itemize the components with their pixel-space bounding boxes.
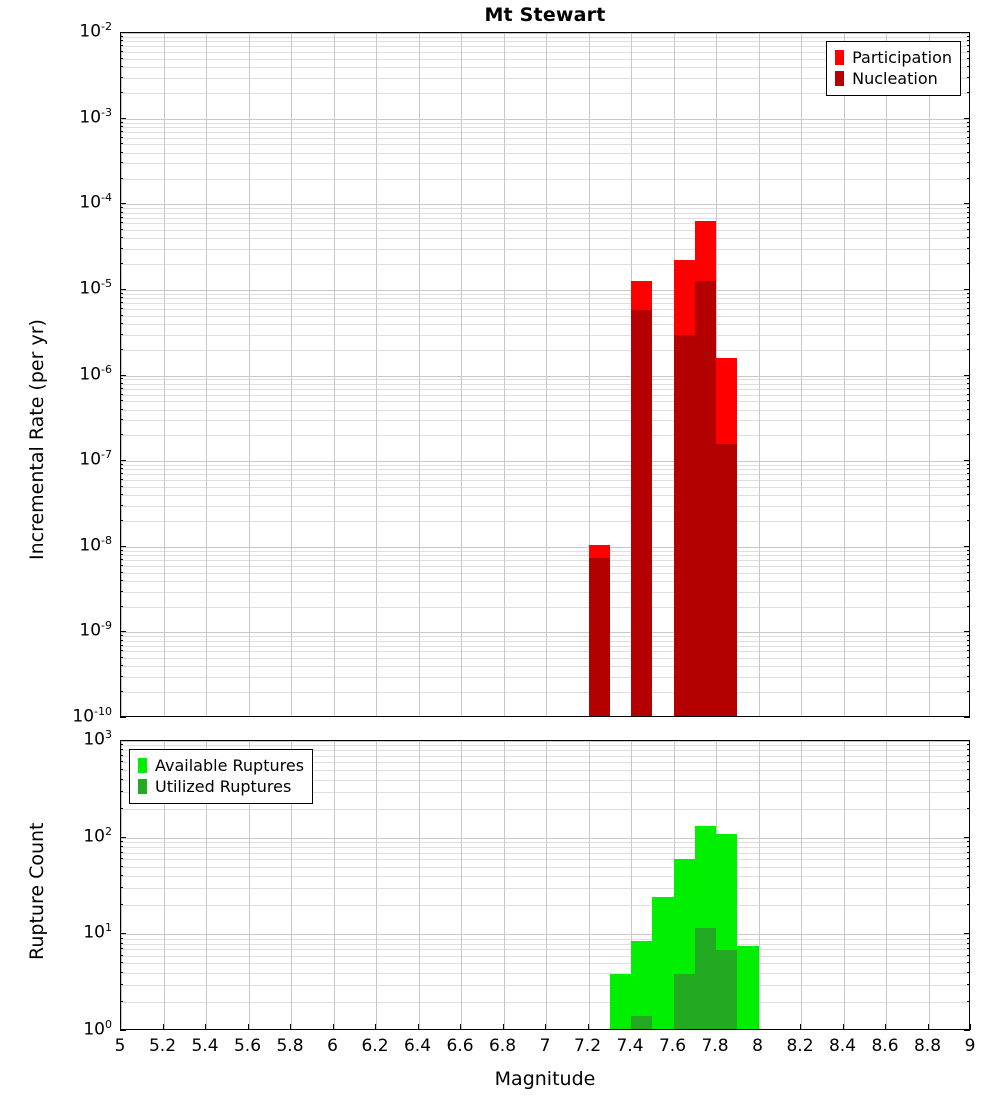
y-top-minor-tick <box>967 45 970 46</box>
y-top-minor-tick <box>967 212 970 213</box>
y-top-minor-tick <box>120 237 123 238</box>
y-top-minor-tick <box>967 58 970 59</box>
y-top-minor-tick <box>967 580 970 581</box>
y-bottom-minor-tick <box>967 943 970 944</box>
y-top-tick <box>120 289 126 290</box>
y-bottom-minor-tick <box>120 852 123 853</box>
y-top-tick <box>964 289 970 290</box>
participation-swatch-icon <box>835 50 844 65</box>
y-top-minor-tick <box>120 263 123 264</box>
y-top-minor-tick <box>967 217 970 218</box>
y-top-minor-tick <box>967 302 970 303</box>
y-top-minor-tick <box>967 293 970 294</box>
y-top-minor-tick <box>967 434 970 435</box>
legend-label: Utilized Ruptures <box>155 777 292 796</box>
x-tick-label: 5.8 <box>276 1036 304 1056</box>
x-tick <box>375 1024 376 1030</box>
x-tick-label: 6.2 <box>361 1036 389 1056</box>
x-tick <box>885 1024 886 1030</box>
y-top-minor-tick <box>120 572 123 573</box>
y-bottom-minor-tick <box>120 938 123 939</box>
y-top-tick-label: $10^{-8}$ <box>79 533 112 556</box>
y-bottom-minor-tick <box>120 749 123 750</box>
y-top-minor-tick <box>120 554 123 555</box>
y-top-minor-tick <box>967 464 970 465</box>
y-top-minor-tick <box>120 143 123 144</box>
y-top-minor-tick <box>120 635 123 636</box>
bar-nucleation <box>589 558 610 716</box>
y-bottom-minor-tick <box>967 791 970 792</box>
y-top-minor-tick <box>120 479 123 480</box>
legend-item-nucleation <box>835 68 952 89</box>
y-top-minor-tick <box>967 657 970 658</box>
x-tick <box>460 1024 461 1030</box>
y-top-tick-label: $10^{-2}$ <box>79 20 112 42</box>
y-top-tick-label: $10^{-5}$ <box>79 276 112 299</box>
y-top-minor-tick <box>967 383 970 384</box>
y-top-minor-tick <box>967 591 970 592</box>
y-top-minor-tick <box>120 409 123 410</box>
y-bottom-minor-tick <box>120 948 123 949</box>
y-top-tick <box>120 631 126 632</box>
y-bottom-minor-tick <box>120 744 123 745</box>
x-tick <box>163 1024 164 1030</box>
y-top-tick <box>120 203 126 204</box>
y-top-tick <box>964 546 970 547</box>
y-bottom-minor-tick <box>967 938 970 939</box>
y-top-minor-tick <box>120 550 123 551</box>
y-top-minor-tick <box>120 58 123 59</box>
incremental-rate-plot <box>120 32 970 717</box>
y-top-minor-tick <box>120 676 123 677</box>
y-top-minor-tick <box>967 323 970 324</box>
y-top-minor-tick <box>967 554 970 555</box>
y-top-minor-tick <box>967 152 970 153</box>
y-bottom-tick-label: $10^1$ <box>83 921 112 943</box>
y-top-minor-tick <box>967 486 970 487</box>
y-bottom-minor-tick <box>967 858 970 859</box>
x-tick-label: 5.6 <box>233 1036 262 1056</box>
x-tick <box>248 1024 249 1030</box>
y-top-minor-tick <box>120 394 123 395</box>
y-bottom-minor-tick <box>967 972 970 973</box>
y-top-minor-tick <box>967 297 970 298</box>
x-tick <box>418 1024 419 1030</box>
y-bottom-minor-tick <box>967 749 970 750</box>
y-top-tick-label: $10^{-7}$ <box>79 448 112 470</box>
y-top-minor-tick <box>967 665 970 666</box>
y-top-tick <box>964 375 970 376</box>
y-top-minor-tick <box>967 550 970 551</box>
y-top-minor-tick <box>967 137 970 138</box>
y-top-minor-tick <box>967 494 970 495</box>
y-top-minor-tick <box>967 468 970 469</box>
y-top-minor-tick <box>967 388 970 389</box>
y-top-minor-tick <box>120 665 123 666</box>
y-top-minor-tick <box>967 248 970 249</box>
x-tick-label: 7.2 <box>573 1036 602 1056</box>
x-tick <box>205 1024 206 1030</box>
y-bottom-tick <box>120 1030 126 1031</box>
legend-bottom <box>129 749 313 804</box>
y-top-tick <box>120 375 126 376</box>
x-tick <box>333 1024 334 1030</box>
y-bottom-minor-tick <box>967 808 970 809</box>
y-top-tick <box>120 546 126 547</box>
x-tick-label: 5 <box>114 1036 126 1056</box>
y-bottom-minor-tick <box>120 904 123 905</box>
y-top-tick <box>964 460 970 461</box>
y-top-minor-tick <box>967 315 970 316</box>
y-top-tick <box>964 32 970 33</box>
y-top-tick-label: $10^{-10}$ <box>72 705 112 727</box>
y-bottom-minor-tick <box>120 761 123 762</box>
y-top-minor-tick <box>120 383 123 384</box>
y-top-minor-tick <box>967 473 970 474</box>
y-top-minor-tick <box>967 400 970 401</box>
y-top-minor-tick <box>120 334 123 335</box>
y-top-minor-tick <box>120 520 123 521</box>
y-bottom-minor-tick <box>967 984 970 985</box>
y-bottom-tick <box>964 837 970 838</box>
y-top-minor-tick <box>120 657 123 658</box>
y-top-minor-tick <box>967 691 970 692</box>
y-top-minor-tick <box>967 645 970 646</box>
y-bottom-minor-tick <box>967 875 970 876</box>
y-bottom-minor-tick <box>967 761 970 762</box>
y-top-minor-tick <box>120 217 123 218</box>
x-tick-label: 5.4 <box>191 1036 219 1056</box>
y-top-minor-tick <box>120 650 123 651</box>
bar-available-ruptures <box>652 897 673 1029</box>
y-top-minor-tick <box>967 40 970 41</box>
y-top-minor-tick <box>967 606 970 607</box>
y-top-minor-tick <box>967 394 970 395</box>
y-top-tick <box>120 32 126 33</box>
y-bottom-tick <box>964 740 970 741</box>
y-top-minor-tick <box>120 505 123 506</box>
x-tick-label: 8.4 <box>828 1036 857 1056</box>
x-tick-label: 8 <box>752 1036 763 1056</box>
y-top-minor-tick <box>967 229 970 230</box>
y-bottom-minor-tick <box>967 779 970 780</box>
y-top-minor-tick <box>967 650 970 651</box>
y-top-tick <box>964 203 970 204</box>
x-tick <box>503 1024 504 1030</box>
y-top-minor-tick <box>120 212 123 213</box>
y-top-minor-tick <box>120 473 123 474</box>
y-top-minor-tick <box>967 572 970 573</box>
y-top-minor-tick <box>120 308 123 309</box>
x-tick <box>970 1024 971 1030</box>
y-bottom-minor-tick <box>120 955 123 956</box>
y-bottom-minor-tick <box>967 962 970 963</box>
y-bottom-minor-tick <box>967 904 970 905</box>
x-tick <box>928 1024 929 1030</box>
y-top-minor-tick <box>120 468 123 469</box>
y-bottom-minor-tick <box>967 955 970 956</box>
y-bottom-minor-tick <box>967 948 970 949</box>
y-top-minor-tick <box>120 293 123 294</box>
y-top-tick <box>964 631 970 632</box>
x-tick-label: 8.6 <box>871 1036 899 1056</box>
y-bottom-minor-tick <box>120 779 123 780</box>
y-bottom-tick-label: $10^2$ <box>83 824 112 847</box>
available-ruptures-swatch-icon <box>138 758 147 773</box>
x-tick <box>120 1024 121 1030</box>
y-bottom-minor-tick <box>967 755 970 756</box>
y-top-minor-tick <box>120 248 123 249</box>
y-top-minor-tick <box>120 580 123 581</box>
y-bottom-minor-tick <box>120 791 123 792</box>
y-top-tick-label: $10^{-4}$ <box>79 191 112 213</box>
legend-label: Available Ruptures <box>155 756 305 775</box>
y-top-minor-tick <box>120 229 123 230</box>
y-top-minor-tick <box>120 400 123 401</box>
y-top-minor-tick <box>120 302 123 303</box>
y-bottom-minor-tick <box>120 846 123 847</box>
y-bottom-tick <box>120 837 126 838</box>
y-top-minor-tick <box>967 409 970 410</box>
y-top-minor-tick <box>120 51 123 52</box>
y-bottom-minor-tick <box>120 887 123 888</box>
y-top-minor-tick <box>120 162 123 163</box>
y-top-minor-tick <box>967 77 970 78</box>
y-axis-label-top: Incremental Rate (per yr) <box>26 319 48 560</box>
y-top-minor-tick <box>967 222 970 223</box>
legend-item-utilized-ruptures <box>138 776 304 797</box>
x-tick-label: 6.4 <box>403 1036 432 1056</box>
y-top-minor-tick <box>120 92 123 93</box>
y-top-minor-tick <box>120 137 123 138</box>
y-bottom-minor-tick <box>967 866 970 867</box>
y-top-minor-tick <box>120 152 123 153</box>
y-top-tick <box>120 118 126 119</box>
y-top-minor-tick <box>967 66 970 67</box>
y-top-minor-tick <box>967 635 970 636</box>
y-top-minor-tick <box>120 691 123 692</box>
y-bottom-minor-tick <box>120 858 123 859</box>
legend-label: Nucleation <box>852 69 938 88</box>
x-tick-label: 5.2 <box>148 1036 177 1056</box>
y-top-tick <box>964 717 970 718</box>
y-bottom-tick <box>964 933 970 934</box>
y-bottom-minor-tick <box>120 984 123 985</box>
bar-nucleation <box>674 335 695 716</box>
y-top-minor-tick <box>120 66 123 67</box>
y-top-minor-tick <box>967 334 970 335</box>
y-bottom-minor-tick <box>967 841 970 842</box>
bar-utilized-ruptures <box>695 928 716 1029</box>
y-bottom-minor-tick <box>967 887 970 888</box>
y-top-minor-tick <box>967 131 970 132</box>
y-top-minor-tick <box>120 122 123 123</box>
y-top-minor-tick <box>967 559 970 560</box>
x-tick-label: 8.8 <box>913 1036 942 1056</box>
y-top-tick <box>964 118 970 119</box>
y-top-tick-label: $10^{-6}$ <box>79 362 112 385</box>
bar-available-ruptures <box>737 946 758 1030</box>
y-top-minor-tick <box>120 222 123 223</box>
y-bottom-minor-tick <box>120 755 123 756</box>
y-top-tick-label: $10^{-3}$ <box>79 105 112 128</box>
y-top-minor-tick <box>967 349 970 350</box>
y-bottom-minor-tick <box>967 744 970 745</box>
y-bottom-tick <box>120 740 126 741</box>
y-top-minor-tick <box>967 92 970 93</box>
utilized-ruptures-swatch-icon <box>138 779 147 794</box>
rupture-count-plot <box>120 740 970 1030</box>
y-top-minor-tick <box>967 263 970 264</box>
y-bottom-tick-label: $10^3$ <box>83 728 112 750</box>
x-tick <box>290 1024 291 1030</box>
x-tick <box>545 1024 546 1030</box>
y-top-minor-tick <box>120 591 123 592</box>
y-top-minor-tick <box>120 315 123 316</box>
y-top-minor-tick <box>120 464 123 465</box>
y-top-minor-tick <box>120 565 123 566</box>
y-top-minor-tick <box>967 51 970 52</box>
y-top-minor-tick <box>120 40 123 41</box>
x-tick-label: 7.4 <box>616 1036 644 1056</box>
y-top-minor-tick <box>967 237 970 238</box>
y-top-minor-tick <box>967 505 970 506</box>
bar-nucleation <box>695 281 716 716</box>
y-top-minor-tick <box>967 419 970 420</box>
y-top-minor-tick <box>120 36 123 37</box>
legend-label: Participation <box>852 48 952 67</box>
y-bottom-minor-tick <box>967 1001 970 1002</box>
y-top-minor-tick <box>967 640 970 641</box>
x-tick-label: 7 <box>539 1036 551 1056</box>
page-title: Mt Stewart <box>484 4 606 26</box>
y-top-minor-tick <box>120 559 123 560</box>
y-top-minor-tick <box>967 378 970 379</box>
bar-nucleation <box>631 310 652 716</box>
bar-nucleation <box>716 444 737 716</box>
y-top-minor-tick <box>120 349 123 350</box>
y-top-minor-tick <box>967 520 970 521</box>
y-top-minor-tick <box>967 565 970 566</box>
y-top-minor-tick <box>120 297 123 298</box>
y-top-minor-tick <box>967 178 970 179</box>
x-tick <box>843 1024 844 1030</box>
legend-top <box>826 41 961 96</box>
x-axis-label: Magnitude <box>494 1068 596 1090</box>
y-top-minor-tick <box>120 178 123 179</box>
bar-available-ruptures <box>610 974 631 1029</box>
y-top-minor-tick <box>120 640 123 641</box>
y-bottom-minor-tick <box>967 769 970 770</box>
y-top-tick-label: $10^{-9}$ <box>79 619 112 642</box>
bar-utilized-ruptures <box>631 1016 652 1029</box>
y-bottom-minor-tick <box>120 962 123 963</box>
y-top-minor-tick <box>120 77 123 78</box>
y-top-minor-tick <box>120 323 123 324</box>
y-bottom-minor-tick <box>120 875 123 876</box>
x-tick-label: 9 <box>964 1036 976 1056</box>
y-top-minor-tick <box>967 122 970 123</box>
y-top-minor-tick <box>967 308 970 309</box>
x-tick-label: 7.8 <box>701 1036 729 1056</box>
y-bottom-tick-label: $10^0$ <box>83 1018 112 1040</box>
y-bottom-minor-tick <box>120 972 123 973</box>
y-bottom-minor-tick <box>120 943 123 944</box>
y-top-minor-tick <box>967 36 970 37</box>
x-tick <box>800 1024 801 1030</box>
y-top-minor-tick <box>967 207 970 208</box>
x-tick-label: 7.6 <box>658 1036 687 1056</box>
x-tick-label: 6.8 <box>488 1036 517 1056</box>
y-bottom-minor-tick <box>967 852 970 853</box>
nucleation-swatch-icon <box>835 71 844 86</box>
y-bottom-minor-tick <box>967 846 970 847</box>
y-bottom-minor-tick <box>120 866 123 867</box>
y-bottom-minor-tick <box>120 841 123 842</box>
y-top-tick <box>120 460 126 461</box>
y-bottom-minor-tick <box>120 808 123 809</box>
y-top-minor-tick <box>967 162 970 163</box>
y-top-minor-tick <box>120 207 123 208</box>
y-top-minor-tick <box>120 486 123 487</box>
y-top-minor-tick <box>120 434 123 435</box>
y-bottom-minor-tick <box>120 769 123 770</box>
y-top-tick <box>120 717 126 718</box>
y-top-minor-tick <box>120 378 123 379</box>
y-top-minor-tick <box>120 645 123 646</box>
y-bottom-tick <box>120 933 126 934</box>
y-top-minor-tick <box>120 494 123 495</box>
y-bottom-tick <box>964 1030 970 1031</box>
y-top-minor-tick <box>120 45 123 46</box>
legend-item-available-ruptures <box>138 755 304 776</box>
y-axis-label-bottom: Rupture Count <box>26 822 48 960</box>
x-tick-label: 8.2 <box>786 1036 814 1056</box>
bar-utilized-ruptures <box>674 974 695 1029</box>
bar-utilized-ruptures <box>716 950 737 1029</box>
y-top-minor-tick <box>120 388 123 389</box>
y-top-minor-tick <box>120 131 123 132</box>
y-top-minor-tick <box>967 479 970 480</box>
x-tick-label: 6 <box>327 1036 338 1056</box>
y-top-minor-tick <box>967 143 970 144</box>
y-top-minor-tick <box>967 676 970 677</box>
y-top-minor-tick <box>967 126 970 127</box>
y-top-minor-tick <box>120 126 123 127</box>
x-tick <box>588 1024 589 1030</box>
x-tick-label: 6.6 <box>446 1036 474 1056</box>
y-bottom-minor-tick <box>120 1001 123 1002</box>
y-top-minor-tick <box>120 419 123 420</box>
y-top-minor-tick <box>120 606 123 607</box>
legend-item-participation <box>835 47 952 68</box>
